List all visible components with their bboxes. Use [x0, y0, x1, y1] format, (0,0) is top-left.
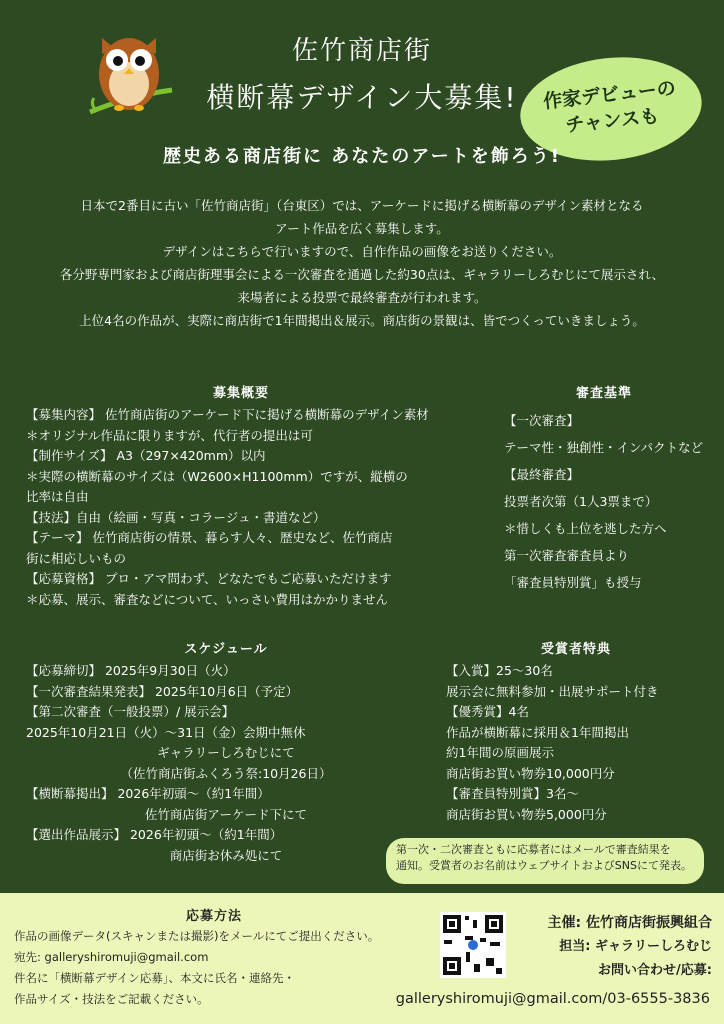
- benefits-line: 展示会に無料参加・出展サポート付き: [446, 683, 659, 699]
- criteria-line: 【最終審査】: [504, 467, 580, 482]
- intro-line: アート作品を広く募集します。: [275, 221, 449, 236]
- note-line: 第一次・二次審査ともに応募者にはメールで審査結果を: [396, 843, 671, 856]
- organizer: 主催: 佐竹商店街振興組合: [547, 915, 712, 931]
- apply-line: 件名に「横断幕デザイン応募」、本文に氏名・連絡先・: [14, 971, 295, 985]
- overview-line: 【制作サイズ】 A3（297×420mm）以内: [26, 448, 266, 463]
- overview-section: [26, 382, 456, 610]
- contact-email-phone[interactable]: galleryshiromuji@gmail.com/03-6555-3836: [395, 991, 710, 1007]
- criteria-line: 【一次審査】: [504, 413, 580, 428]
- overview-line: ＊実際の横断幕のサイズは（W2600×H1100mm）ですが、縦横の: [26, 468, 408, 484]
- overview-heading: 募集概要: [212, 386, 269, 401]
- schedule-line: 佐竹商店街アーケード下にて: [144, 806, 308, 822]
- benefits-line: 【入賞】25～30名: [446, 663, 553, 678]
- overview-line: ＊オリジナル作品に限りますが、代行者の提出は可: [26, 427, 313, 443]
- manager: 担当: ギャラリーしろむじ: [559, 939, 712, 954]
- schedule-line: 【応募締切】 2025年9月30日（火）: [26, 663, 236, 678]
- schedule-line: 【第二次審査（一般投票）/ 展示会】: [26, 704, 235, 719]
- intro-text: [30, 194, 694, 332]
- criteria-line: 投票者次第（1人3票まで）: [504, 494, 658, 509]
- intro-line: デザインはこちらで行いますので、自作作品の画像をお送りください。: [162, 244, 562, 259]
- tagline: 歴史ある商店街に あなたのアートを飾ろう!: [163, 146, 561, 167]
- apply-section: [14, 905, 414, 1010]
- benefits-section: [446, 638, 706, 825]
- benefits-line: 【審査員特別賞】3名～: [446, 786, 579, 801]
- benefits-line: 作品が横断幕に採用＆1年間掲出: [446, 724, 629, 740]
- schedule-section: [26, 638, 426, 866]
- schedule-line: 商店街お休み処にて: [169, 847, 283, 863]
- qr-code[interactable]: [440, 912, 506, 978]
- overview-line: 【技法】自由（絵画・写真・コラージュ・書道など）: [26, 509, 326, 525]
- badge-line-1: 作家デビューの: [542, 77, 677, 113]
- intro-line: 上位4名の作品が、実際に商店街で1年間掲出＆展示。商店街の景観は、皆でつくっていきましょう。: [79, 313, 645, 328]
- intro-line: 各分野専門家および商店街理事会による一次審査を通過した約30点は、ギャラリーしろむじにて展示され、: [59, 267, 665, 282]
- overview-line: 比率は自由: [26, 489, 89, 504]
- benefits-line: 【優秀賞】4名: [446, 704, 529, 719]
- inquiry-label: お問い合わせ/応募:: [598, 963, 712, 978]
- criteria-line: 第一次審査審査員より: [504, 548, 630, 563]
- overview-line: ＊応募、展示、審査などについて、いっさい費用はかかりません: [26, 591, 389, 607]
- criteria-section: [504, 382, 704, 596]
- schedule-line: 2025年10月21日（火）～31日（金）会期中無休: [26, 724, 306, 740]
- badge-line-2: チャンスも: [564, 105, 661, 137]
- schedule-heading: スケジュール: [184, 642, 268, 657]
- schedule-line: （佐竹商店街ふくろう祭:10月26日）: [120, 765, 332, 781]
- criteria-line: ＊惜しくも上位を逃した方へ: [504, 521, 667, 536]
- benefits-heading: 受賞者特典: [540, 642, 611, 657]
- schedule-line: 【選出作品展示】 2026年初頭～（約1年間）: [26, 827, 283, 842]
- benefits-line: 商店街お買い物券5,000円分: [446, 806, 607, 822]
- overview-line: 【応募資格】 プロ・アマ問わず、どなたでもご応募いただけます: [26, 571, 392, 586]
- title-line-2: 横断幕デザイン大募集!: [206, 81, 518, 114]
- benefits-line: 商店街お買い物券10,000円分: [446, 765, 615, 781]
- title-line-1: 佐竹商店街: [291, 36, 432, 66]
- contact-block: [522, 911, 712, 983]
- notification-note: [386, 838, 704, 884]
- schedule-line: ギャラリーしろむじにて: [157, 745, 295, 760]
- criteria-line: テーマ性・独創性・インパクトなど: [504, 440, 704, 455]
- overview-line: 街に相応しいもの: [26, 550, 127, 566]
- apply-line: 宛先: galleryshiromuji@gmail.com: [14, 950, 209, 964]
- apply-line: 作品の画像データ(スキャンまたは撮影)をメールにてご提出ください。: [14, 929, 380, 943]
- overview-line: 【募集内容】 佐竹商店街のアーケード下に掲げる横断幕のデザイン素材: [26, 407, 429, 422]
- overview-line: 【テーマ】 佐竹商店街の情景、暮らす人々、歴史など、佐竹商店: [26, 530, 393, 545]
- apply-line: 作品サイズ・技法をご記載ください。: [14, 992, 209, 1006]
- apply-heading: 応募方法: [185, 909, 242, 924]
- schedule-line: 【一次審査結果発表】 2025年10月6日（予定）: [26, 683, 299, 699]
- criteria-heading: 審査基準: [575, 386, 632, 401]
- intro-line: 日本で2番目に古い「佐竹商店街」（台東区）では、アーケードに掲げる横断幕のデザイン素材となる: [80, 198, 644, 213]
- intro-line: 来場者による投票で最終審査が行われます。: [237, 290, 487, 305]
- criteria-line: 「審査員特別賞」も授与: [504, 575, 642, 590]
- schedule-line: 【横断幕掲出】 2026年初頭～（約1年間）: [26, 786, 270, 801]
- footer: [0, 893, 724, 1024]
- note-line: 通知。受賞者のお名前はウェブサイトおよびSNSにて発表。: [396, 859, 692, 872]
- benefits-line: 約1年間の原画展示: [446, 745, 554, 760]
